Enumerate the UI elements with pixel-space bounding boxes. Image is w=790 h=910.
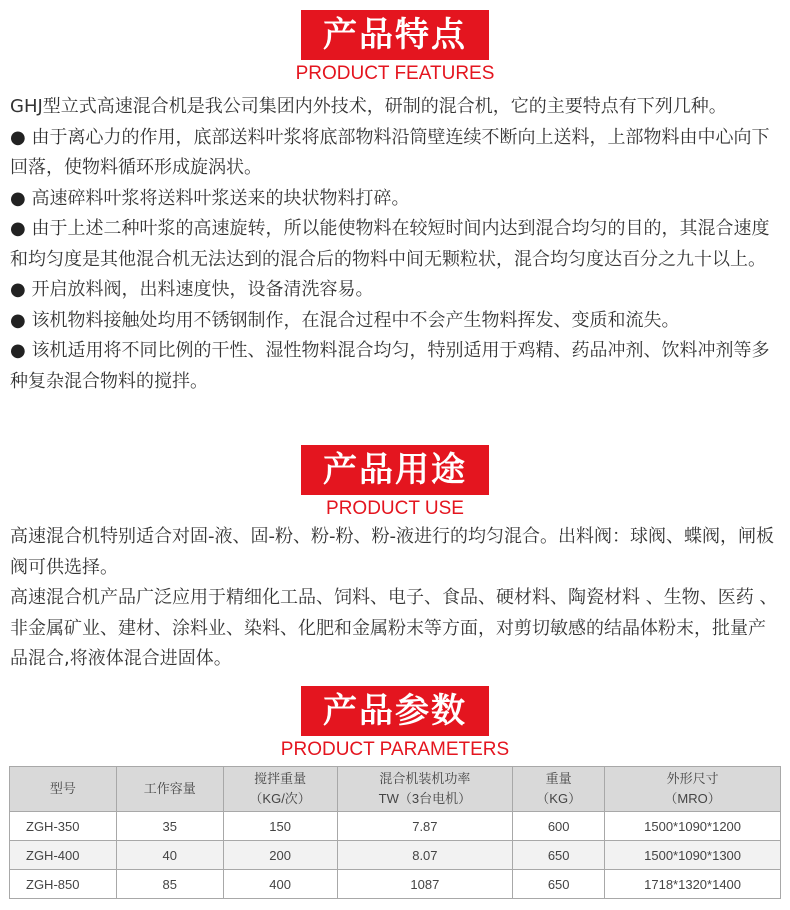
use-text	[10, 522, 782, 675]
bullet-icon: ●	[10, 309, 26, 331]
table-cell: 1718*1320*1400	[605, 870, 781, 899]
use-heading	[0, 445, 790, 520]
params-title-en: PRODUCT PARAMETERS	[280, 739, 510, 760]
params-table	[9, 766, 781, 899]
feature-item	[10, 184, 782, 215]
features-text	[10, 92, 782, 397]
table-cell: 600	[513, 812, 605, 841]
features-intro: GHJ型立式高速混合机是我公司集团内外技术，研制的混合机，它的主要特点有下列几种。	[10, 96, 727, 117]
params-heading	[0, 686, 790, 761]
col-header-mix-weight: 搅拌重量 （KG/次）	[223, 767, 337, 812]
table-cell: 35	[116, 812, 223, 841]
table-cell: 7.87	[337, 812, 513, 841]
col-header-model: 型号	[10, 767, 117, 812]
bullet-icon: ●	[10, 218, 26, 239]
table-row	[10, 870, 781, 899]
params-title: 产品参数	[301, 686, 489, 736]
features-title-en: PRODUCT FEATURES	[295, 63, 495, 84]
feature-text: 该机适用将不同比例的干性、湿性物料混合均匀，特别适用于鸡精、药品冲剂、饮料冲剂等多种复杂混合物料的搅拌。	[10, 340, 770, 392]
table-cell: 200	[223, 841, 337, 870]
use-title: 产品用途	[301, 445, 489, 495]
feature-item	[10, 214, 782, 275]
features-title: 产品特点	[301, 10, 489, 60]
table-header-row	[10, 767, 781, 812]
table-cell: 1500*1090*1200	[605, 812, 781, 841]
col-header-capacity: 工作容量	[116, 767, 223, 812]
table-cell: 8.07	[337, 841, 513, 870]
feature-item	[10, 123, 782, 184]
use-title-en: PRODUCT USE	[326, 498, 464, 519]
use-paragraph: 高速混合机特别适合对固-液、固-粉、粉-粉、粉-液进行的均匀混合。出料阀：球阀、蝶阀，闸板阀可供选择。	[10, 526, 774, 578]
col-header-dimensions: 外形尺寸 （MRO）	[605, 767, 781, 812]
table-row	[10, 812, 781, 841]
bullet-icon: ●	[10, 340, 26, 361]
table-cell: ZGH-400	[10, 841, 117, 870]
bullet-icon: ●	[10, 126, 26, 148]
table-cell: 150	[223, 812, 337, 841]
table-row	[10, 841, 781, 870]
feature-text: 开启放料阀，出料速度快，设备清洗容易。	[31, 279, 374, 300]
table-cell: ZGH-850	[10, 870, 117, 899]
table-cell: 650	[513, 870, 605, 899]
bullet-icon: ●	[10, 187, 26, 209]
feature-item	[10, 275, 782, 306]
feature-text: 高速碎料叶浆将送料叶浆送来的块状物料打碎。	[31, 187, 410, 209]
table-cell: 40	[116, 841, 223, 870]
use-paragraph: 高速混合机产品广泛应用于精细化工品、饲料、电子、食品、硬材料、陶瓷材料 、生物、医药 、非金属矿业、建材、涂料业、染料、化肥和金属粉末等方面，对剪切敏感的结晶体粉末，批量产品混合,将液体混合进固体。	[10, 587, 778, 669]
table-cell: 85	[116, 870, 223, 899]
table-cell: 1087	[337, 870, 513, 899]
feature-item	[10, 306, 782, 337]
bullet-icon: ●	[10, 279, 26, 300]
table-cell: 400	[223, 870, 337, 899]
feature-text: 由于上述二种叶浆的高速旋转，所以能使物料在较短时间内达到混合均匀的目的，其混合速度和均匀度是其他混合机无法达到的混合后的物料中间无颗粒状，混合均匀度达百分之九十以上。	[10, 218, 770, 270]
table-cell: 1500*1090*1300	[605, 841, 781, 870]
feature-item	[10, 336, 782, 397]
col-header-power: 混合机装机功率 TW（3台电机）	[337, 767, 513, 812]
table-cell: 650	[513, 841, 605, 870]
feature-text: 由于离心力的作用，底部送料叶浆将底部物料沿筒壁连续不断向上送料，上部物料由中心向下回落，使物料循环形成旋涡状。	[10, 126, 770, 178]
table-cell: ZGH-350	[10, 812, 117, 841]
col-header-weight: 重量 （KG）	[513, 767, 605, 812]
features-heading	[0, 10, 790, 85]
feature-text: 该机物料接触处均用不锈钢制作，在混合过程中不会产生物料挥发、变质和流失。	[31, 309, 680, 331]
